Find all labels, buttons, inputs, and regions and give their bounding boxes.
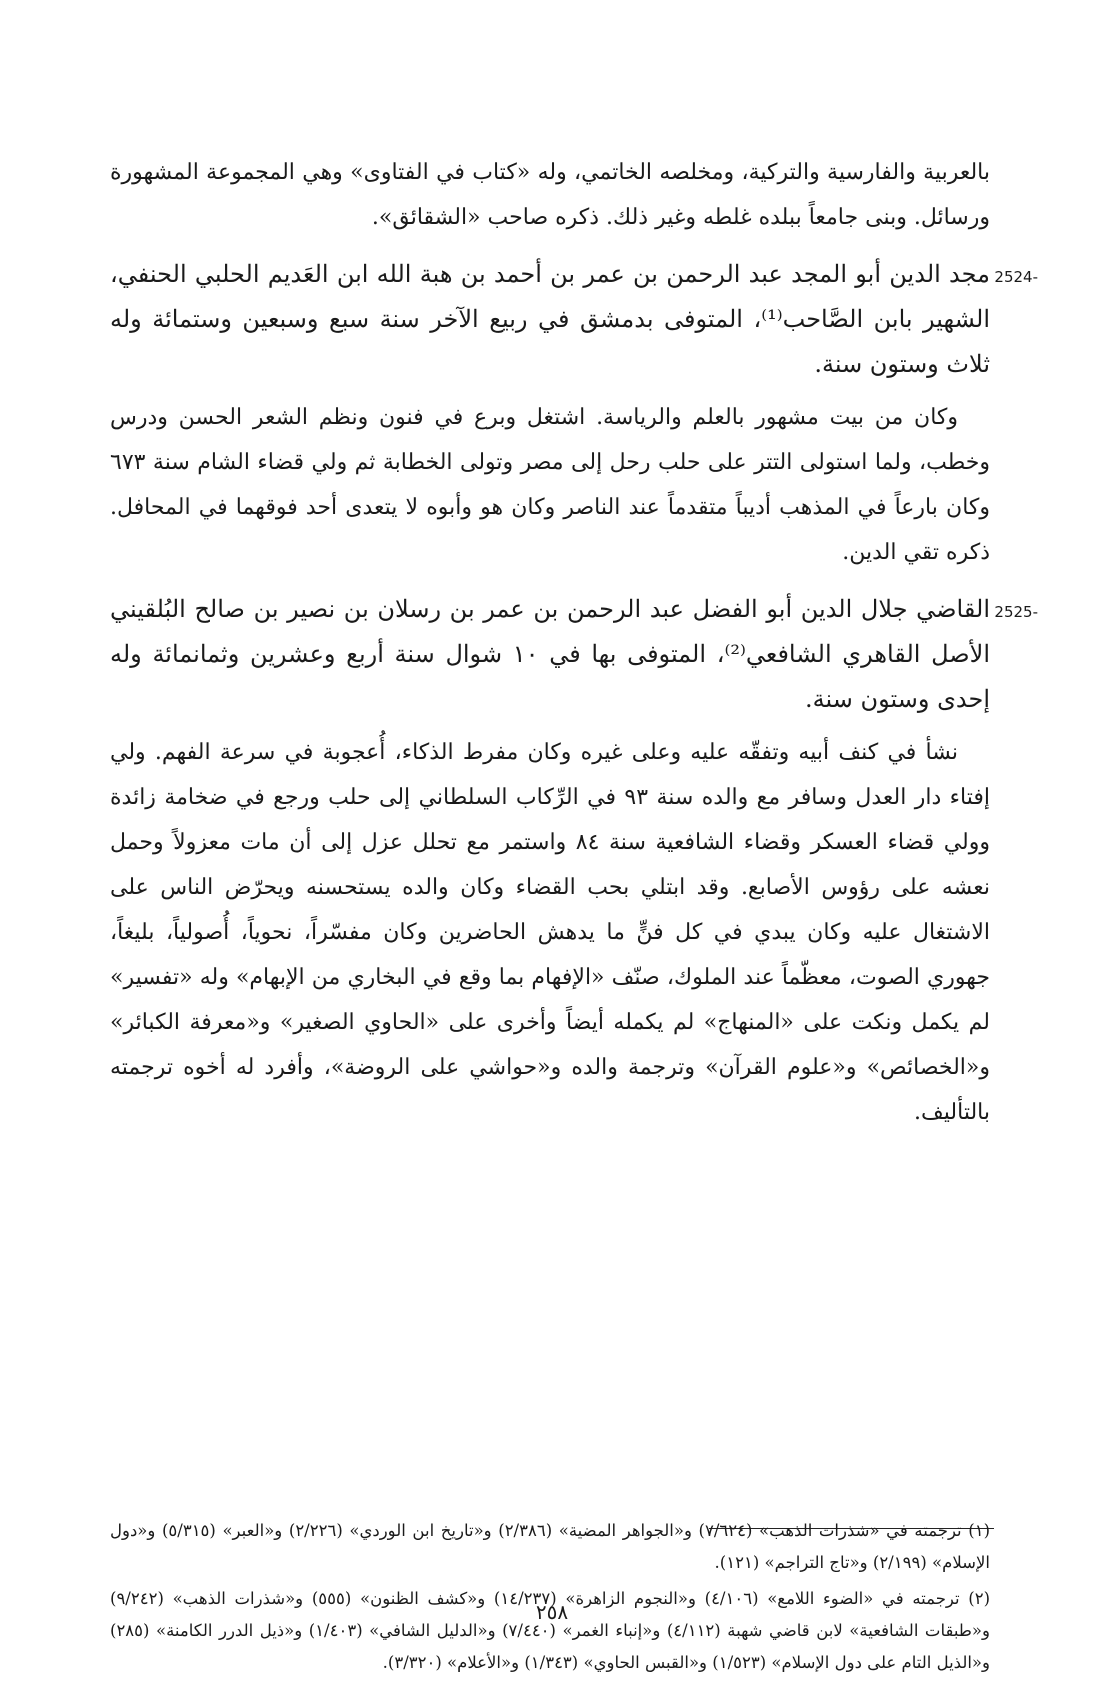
entry-body: وكان من بيت مشهور بالعلم والرياسة. اشتغل وبرع في فنون ونظم الشعر الحسن ودرس وخطب، ولما استولى التتر على حلب رحل إلى مصر وتولى الخطابة ثم ولي قضاء الشام سنة ٦٧٣ وكان بارعاً في المذهب أديباً متقدماً عند الناصر وكان هو وأبوه لا يتعدى أحد فوقهما في المحافل. ذكره تقي الدين. [110, 405, 990, 565]
entry-heading [110, 587, 1038, 722]
entry-number: 2525- [994, 603, 1038, 621]
intro-paragraph: بالعربية والفارسية والتركية، ومخلصه الخاتمي، وله «كتاب في الفتاوى» وهي المجموعة المشهورة ورسائل. وبنى جامعاً ببلده غلطه وغير ذلك. ذكره صاحب «الشقائق». [110, 160, 990, 230]
footnotes [110, 1515, 990, 1683]
footnote-1: (١) ترجمته في «شذرات الذهب» (٧/٦٢٤) و«الجواهر المضية» (٢/٣٨٦) و«تاريخ ابن الوردي» (٢/٢٢٦) و«العبر» (٥/٣١٥) و«دول الإسلام» (٢/١٩٩) و«تاج التراجم» (١٢١). [110, 1521, 990, 1572]
page-number: ٢٥٨ [535, 1600, 569, 1624]
main-text [110, 150, 1038, 1135]
entry-2524 [110, 252, 1038, 575]
entry-heading-text: القاضي جلال الدين أبو الفضل عبد الرحمن بن عمر بن رسلان بن نصير بن صالح البُلقيني الأصل القاهري الشافعي⁽²⁾، المتوفى بها في ١٠ شوال سنة أربع وعشرين وثمانمائة وله إحدى وستون سنة. [110, 595, 991, 713]
entry-2525 [110, 587, 1038, 1135]
entry-body: نشأ في كنف أبيه وتفقّه عليه وعلى غيره وكان مفرط الذكاء، أُعجوبة في سرعة الفهم. ولي إفتاء دار العدل وسافر مع والده سنة ٩٣ في الرِّكاب السلطاني إلى حلب ورجع في ضخامة زائدة وولي قضاء العسكر وقضاء الشافعية سنة ٨٤ واستمر مع تحلل عزل إلى أن مات معزولاً وحمل نعشه على رؤوس الأصابع. وقد ابتلي بحب القضاء وكان والده يستحسنه ويحرّض الناس على الاشتغال عليه وكان يبدي في كل فنٍّ ما يدهش الحاضرين وكان مفسّراً، نحوياً، أُصولياً، بليغاً، جهوري الصوت، معظّماً عند الملوك، صنّف «الإفهام بما وقع في البخاري من الإبهام» وله «تفسير» لم يكمل ونكت على «المنهاج» لم يكمله أيضاً وأخرى على «الحاوي الصغير» و«معرفة الكبائر» و«الخصائص» و«علوم القرآن» وترجمة والده و«حواشي على الروضة»، وأفرد له أخوه ترجمته بالتأليف. [110, 740, 991, 1125]
entry-heading [110, 252, 1038, 387]
entry-heading-text: مجد الدين أبو المجد عبد الرحمن بن عمر بن أحمد بن هبة الله ابن العَديم الحلبي الحنفي، الشهير بابن الصَّاحب⁽¹⁾، المتوفى بدمشق في ربيع الآخر سنة سبع وسبعين وستمائة وله ثلاث وستون سنة. [110, 260, 990, 378]
entry-number: 2524- [994, 268, 1038, 286]
footnote-2: (٢) ترجمته في «الضوء اللامع» (٤/١٠٦) و«النجوم الزاهرة» (١٤/٢٣٧) و«كشف الظنون» (٥٥٥) و«شذرات الذهب» (٩/٢٤٢) و«طبقات الشافعية» لابن قاضي شهبة (٤/١١٢) و«إنباء الغمر» (٧/٤٤٠) و«الدليل الشافي» (١/٤٠٣) و«ذيل الدرر الكامنة» (٢٨٥) و«الذيل التام على دول الإسلام» (١/٥٢٣) و«القبس الحاوي» (١/٣٤٣) و«الأعلام» (٣/٣٢٠). [110, 1589, 991, 1672]
